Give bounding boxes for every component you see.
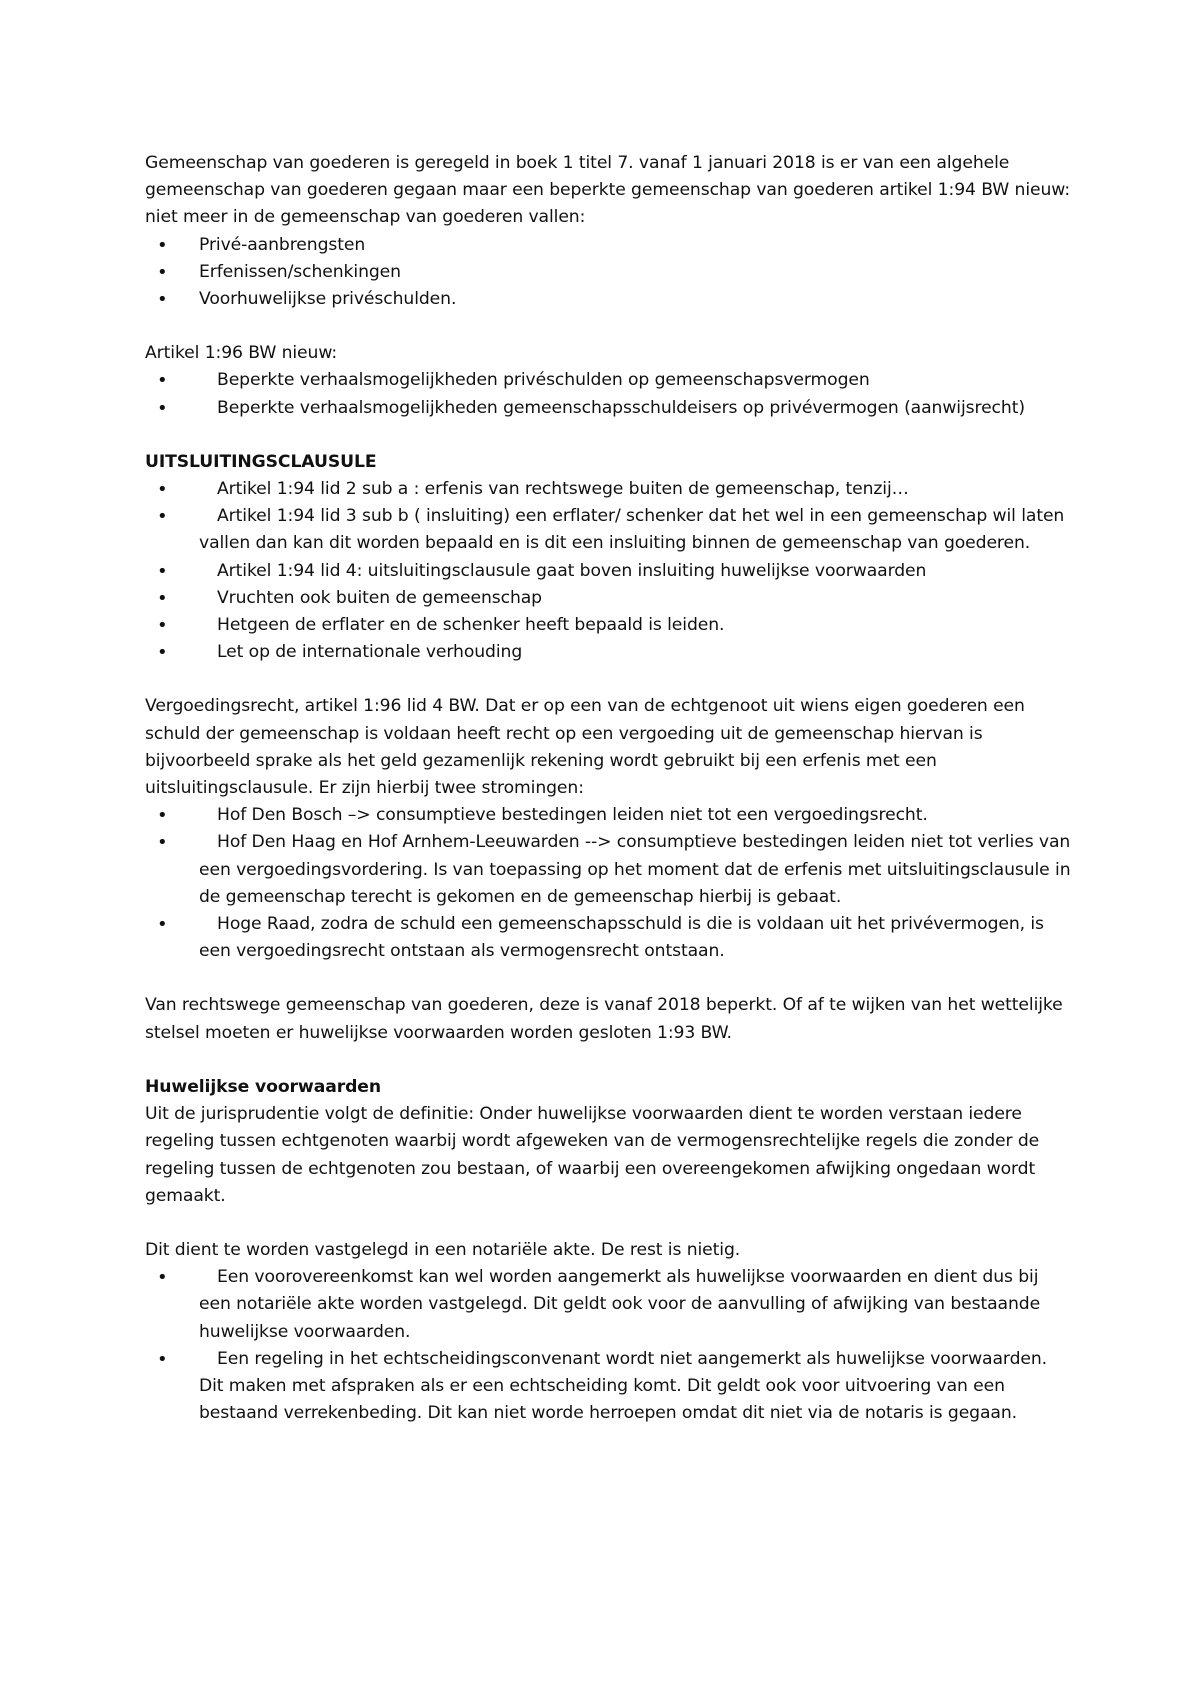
list-item-text: Artikel 1:94 lid 4: uitsluitingsclausule gaat boven insluiting huwelijkse voorwaarden <box>217 560 927 581</box>
list-item <box>145 802 1075 829</box>
list-item-text: Erfenissen/schenkingen <box>199 261 401 282</box>
bullet-icon: • <box>157 479 168 501</box>
notarieel-paragraph: Dit dient te worden vastgelegd in een notariële akte. De rest is nietig. <box>145 1239 741 1260</box>
document-page <box>145 150 1075 1427</box>
list-item-text: Hof Den Haag en Hof Arnhem-Leeuwarden --> consumptieve bestedingen leiden niet tot verlies van een vergoedingsvordering. Is van toepassing op het moment dat de erfenis met uitsluitingsclausule in de gemeenschap terecht is gekomen en de gemeenschap hierbij is gebaat. <box>199 832 1071 907</box>
bullet-icon: • <box>157 397 168 419</box>
list-item <box>145 911 1075 965</box>
bullet-icon: • <box>157 1348 168 1370</box>
art196-list <box>145 367 1075 421</box>
list-item <box>145 395 1075 422</box>
list-item-text: Artikel 1:94 lid 2 sub a : erfenis van rechtswege buiten de gemeenschap, tenzij… <box>217 479 909 500</box>
list-item <box>145 558 1075 585</box>
uitsluiting-list <box>145 476 1075 666</box>
intro-list <box>145 232 1075 314</box>
list-item-text: Hetgeen de erflater en de schenker heeft bepaald is leiden. <box>217 615 725 636</box>
list-item-text: Hoge Raad, zodra de schuld een gemeenschapsschuld is die is voldaan uit het privévermogen, is een vergoedingsrecht ontstaan als vermogensrecht ontstaan. <box>199 914 1044 962</box>
bullet-icon: • <box>157 289 168 311</box>
bullet-icon: • <box>157 832 168 854</box>
vergoeding-paragraph: Vergoedingsrecht, artikel 1:96 lid 4 BW. Dat er op een van de echtgenoot uit wiens eigen goederen een schuld der gemeenschap is voldaan heeft recht op een vergoeding uit de gemeenschap hiervan is bijvoorbeeld sprake als het geld gezamenlijk rekening wordt gebruikt bij een erfenis met een uitsluitingsclausule. Er zijn hierbij twee stromingen: <box>145 696 1025 799</box>
huwelijkse-heading: Huwelijkse voorwaarden <box>145 1076 381 1097</box>
vergoeding-list <box>145 802 1075 965</box>
bullet-icon: • <box>157 615 168 637</box>
list-item-text: Voorhuwelijkse privéschulden. <box>199 289 457 310</box>
list-item <box>145 639 1075 666</box>
art196-title: Artikel 1:96 BW nieuw: <box>145 343 338 364</box>
list-item-text: Beperkte verhaalsmogelijkheden privéschulden op gemeenschapsvermogen <box>217 370 870 391</box>
bullet-icon: • <box>157 234 168 256</box>
list-item-text: Een regeling in het echtscheidingsconvenant wordt niet aangemerkt als huwelijkse voorwaarden. Dit maken met afspraken als er een echtscheiding komt. Dit geldt ook voor uitvoering van een bestaand verrekenbeding. Dit kan niet worde herroepen omdat dit niet via de notaris is gegaan. <box>199 1348 1048 1424</box>
list-item <box>145 259 1075 286</box>
list-item-text: Beperkte verhaalsmogelijkheden gemeenschapsschuldeisers op privévermogen (aanwijsrecht) <box>217 397 1025 418</box>
rechtswege-paragraph: Van rechtswege gemeenschap van goederen, deze is vanaf 2018 beperkt. Of af te wijken van het wettelijke stelsel moeten er huwelijkse voorwaarden worden gesloten 1:93 BW. <box>145 995 1063 1043</box>
bullet-icon: • <box>157 560 168 582</box>
list-item-text: Vruchten ook buiten de gemeenschap <box>217 587 542 608</box>
list-item <box>145 503 1075 557</box>
bullet-icon: • <box>157 261 168 283</box>
bullet-icon: • <box>157 1267 168 1289</box>
bullet-icon: • <box>157 370 168 392</box>
uitsluiting-heading: UITSLUITINGSCLAUSULE <box>145 451 377 472</box>
list-item-text: Een voorovereenkomst kan wel worden aangemerkt als huwelijkse voorwaarden en dient dus bij een notariële akte worden vastgelegd. Dit geldt ook voor de aanvulling of afwijking van bestaande huwelijkse voorwaarden. <box>199 1267 1041 1342</box>
list-item <box>145 612 1075 639</box>
bullet-icon: • <box>157 642 168 664</box>
list-item <box>145 585 1075 612</box>
list-item <box>145 1264 1075 1346</box>
huwelijkse-paragraph: Uit de jurisprudentie volgt de definitie: Onder huwelijkse voorwaarden dient te worden verstaan iedere regeling tussen echtgenoten waarbij wordt afgeweken van de vermogensrechtelijke regels die zonder de regeling tussen de echtgenoten zou bestaan, of waarbij een overeengekomen afwijking ongedaan wordt gemaakt. <box>145 1104 1040 1206</box>
list-item <box>145 476 1075 503</box>
list-item <box>145 829 1075 911</box>
bullet-icon: • <box>157 506 168 528</box>
list-item-text: Let op de internationale verhouding <box>217 642 523 663</box>
list-item <box>145 367 1075 394</box>
intro-paragraph: Gemeenschap van goederen is geregeld in boek 1 titel 7. vanaf 1 januari 2018 is er van een algehele gemeenschap van goederen gegaan maar een beperkte gemeenschap van goederen artikel 1:94 BW nieuw: niet meer in de gemeenschap van goederen vallen: <box>145 153 1071 228</box>
list-item-text: Artikel 1:94 lid 3 sub b ( insluiting) een erflater/ schenker dat het wel in een gemeenschap wil laten vallen dan kan dit worden bepaald en is dit een insluiting binnen de gemeenschap van goederen. <box>199 506 1065 554</box>
notarieel-list <box>145 1264 1075 1427</box>
bullet-icon: • <box>157 587 168 609</box>
bullet-icon: • <box>157 914 168 936</box>
list-item-text: Privé-aanbrengsten <box>199 234 366 255</box>
list-item <box>145 232 1075 259</box>
bullet-icon: • <box>157 805 168 827</box>
list-item <box>145 1346 1075 1428</box>
list-item-text: Hof Den Bosch –> consumptieve bestedingen leiden niet tot een vergoedingsrecht. <box>217 805 928 826</box>
list-item <box>145 286 1075 313</box>
